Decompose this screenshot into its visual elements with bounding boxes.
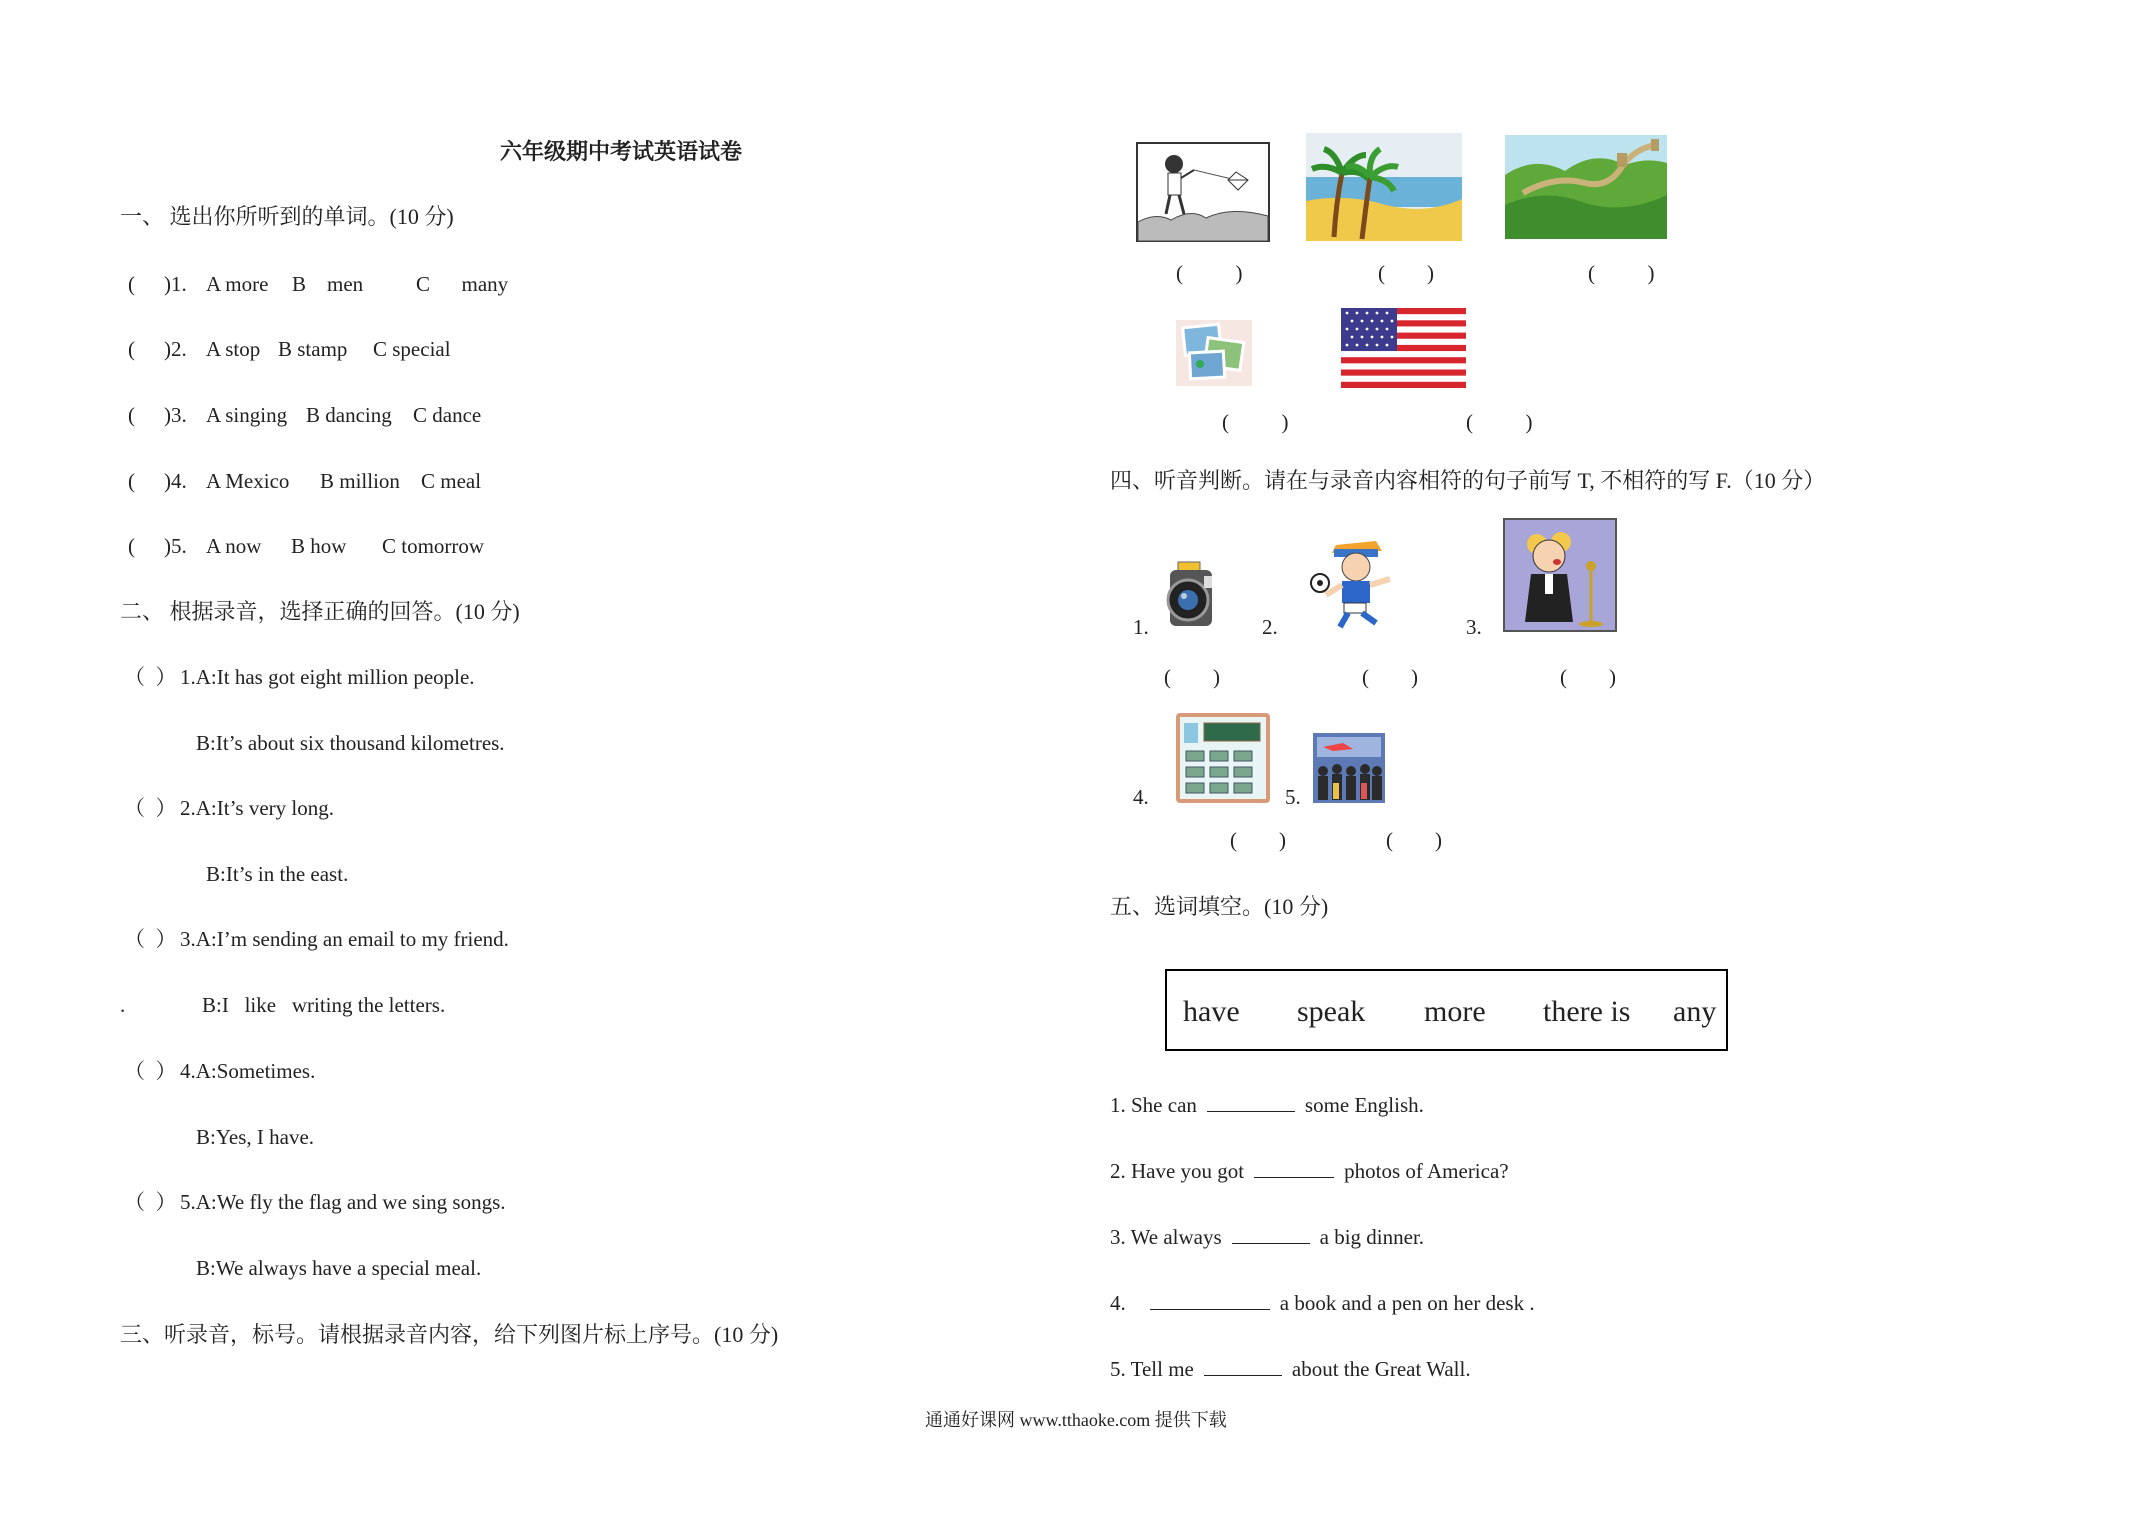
part5-heading: 五、选词填空。(10 分) [1110,894,1329,919]
part4-bracket-2: ( ) [1362,665,1418,689]
photos-icon [1176,320,1252,386]
boy-football-icon [1306,523,1406,633]
part4-bracket-3: ( ) [1560,665,1616,689]
answer-blank[interactable] [1254,1160,1334,1178]
answer-blank[interactable] [1150,1292,1270,1310]
crowd-icon [1313,733,1385,803]
word-box-item: any [1673,995,1717,1028]
word-box-item: more [1424,995,1486,1028]
part4-heading: 四、听音判断。请在与录音内容相符的句子前写 T, 不相符的写 F.（10 分） [1110,468,1826,493]
boy-flying-kite-icon [1136,142,1270,242]
answer-blank[interactable] [1232,1226,1310,1244]
word-box-item: have [1183,995,1240,1028]
palm-beach-icon [1306,133,1462,241]
part5-item-4: 4. a book and a pen on her desk . [1110,1291,1535,1315]
part5-item-1: 1. She can some English. [1110,1093,1424,1117]
part3-heading: 三、听录音，标号。请根据录音内容，给下列图片标上序号。(10 分) [120,1322,779,1347]
answer-blank[interactable] [1207,1094,1295,1112]
part3-bracket-5: ( ) [1466,410,1533,434]
part5-item-2: 2. Have you got photos of America? [1110,1159,1509,1183]
camera-icon [1158,552,1220,634]
page-title: 六年级期中考试英语试卷 [500,139,743,164]
part4-bracket-1: ( ) [1164,665,1220,689]
part4-bracket-5: ( ) [1386,828,1442,852]
part1-heading: 一、 选出你所听到的单词。(10 分) [120,204,454,229]
part5-item-3: 3. We always a big dinner. [1110,1225,1425,1249]
part4-number-1: 1. [1133,615,1149,639]
part4-bracket-4: ( ) [1230,828,1286,852]
part2-heading: 二、 根据录音，选择正确的回答。(10 分) [120,599,520,624]
part3-bracket-3: ( ) [1588,261,1655,285]
part3-bracket-4: ( ) [1222,410,1289,434]
footer-text: 通通好课网 www.tthaoke.com 提供下载 [925,1410,1227,1430]
part5-item-5: 5. Tell me about the Great Wall. [1110,1357,1471,1381]
part4-number-3: 3. [1466,615,1482,639]
answer-blank[interactable] [1204,1358,1282,1376]
classroom-icon [1176,713,1270,803]
word-box-item: speak [1297,995,1366,1028]
word-box [1165,969,1728,1051]
part3-bracket-2: ( ) [1378,261,1434,285]
great-wall-icon [1505,135,1667,239]
part3-bracket-1: ( ) [1176,261,1243,285]
part4-number-5: 5. [1285,785,1301,809]
us-flag-icon [1341,308,1466,388]
part4-number-4: 4. [1133,785,1149,809]
part4-number-2: 2. [1262,615,1278,639]
word-box-item: there is [1543,995,1631,1028]
singer-icon [1503,518,1617,632]
